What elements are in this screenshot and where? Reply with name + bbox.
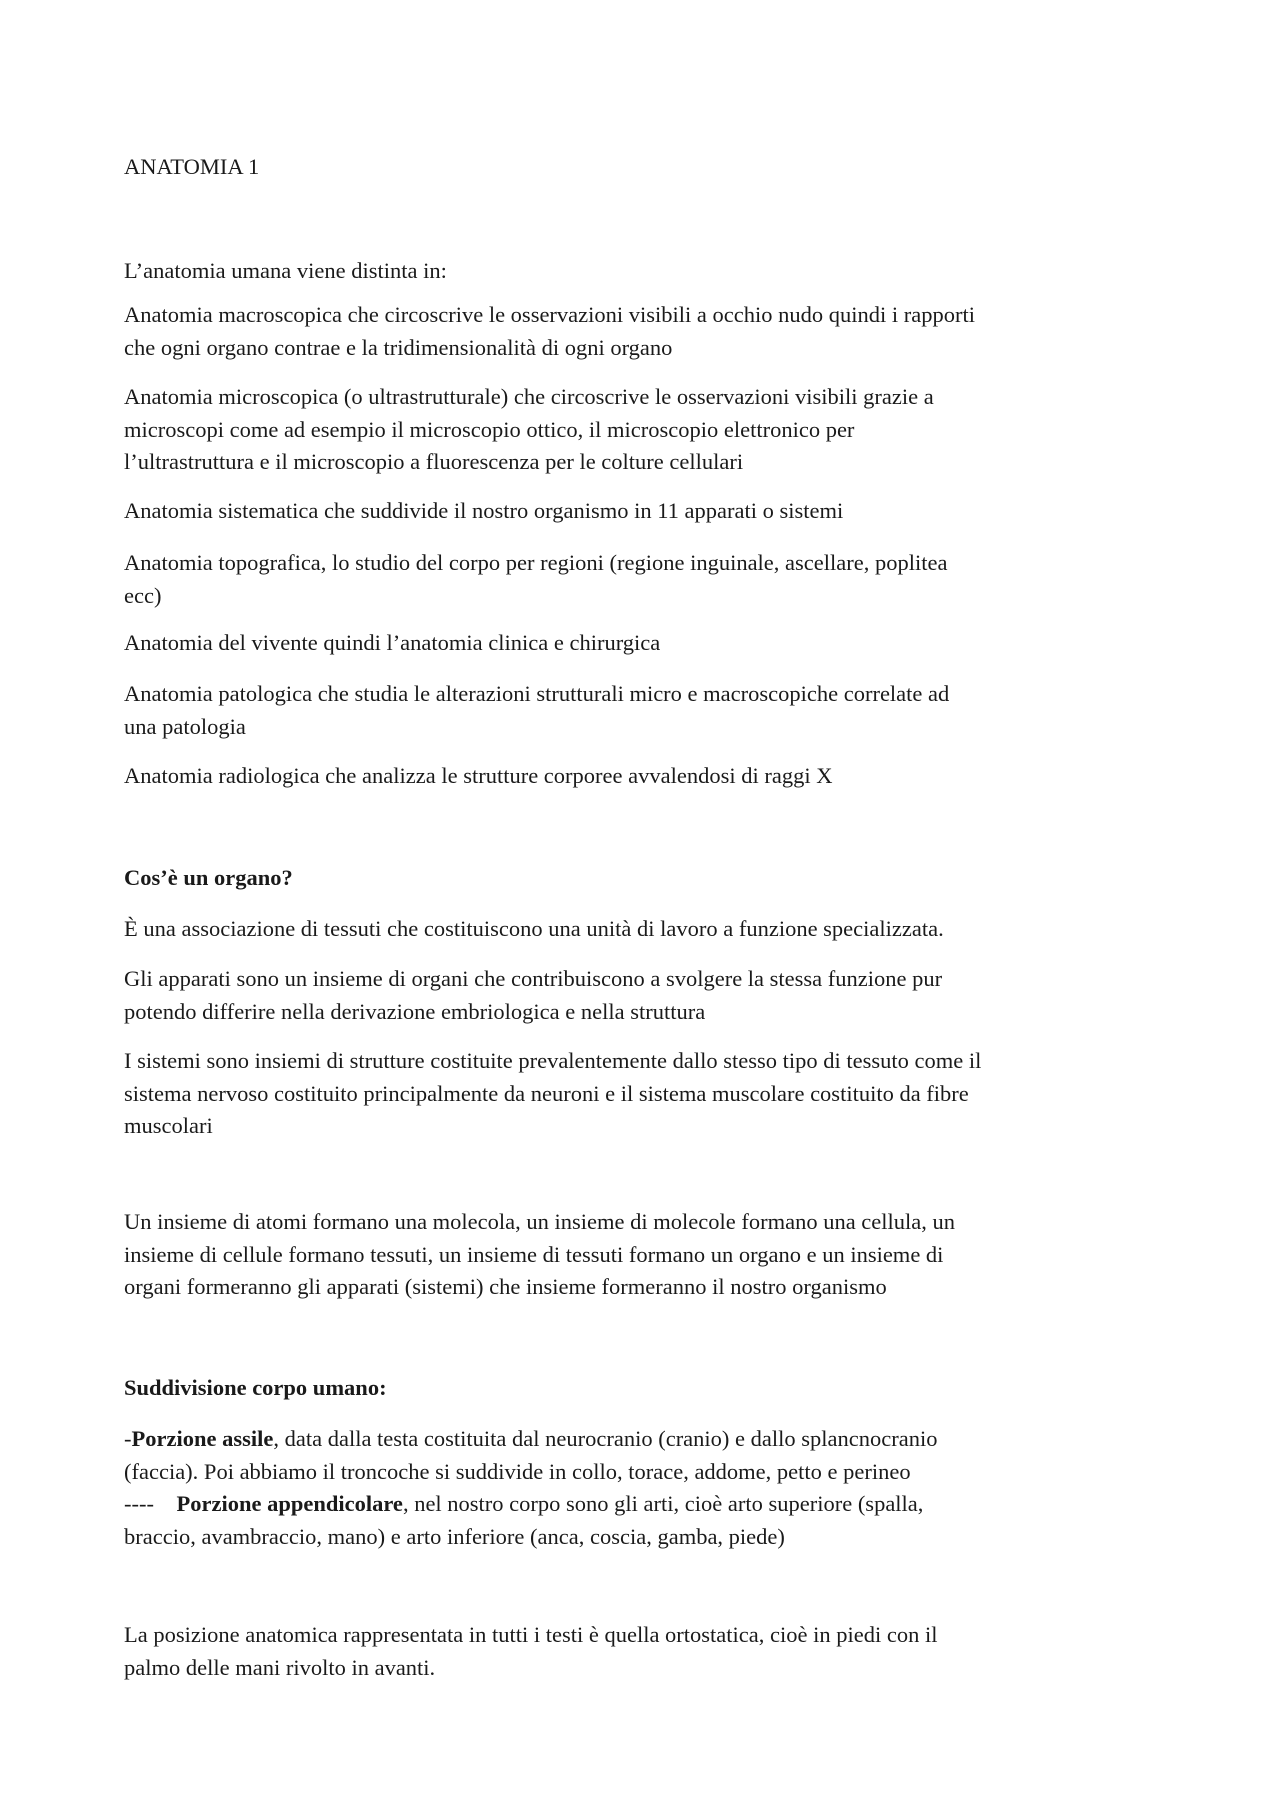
document-title: ANATOMIA 1 [124,154,260,179]
apparatus-definition: Gli apparati sono un insieme di organi che contribuiscono a svolgere la stessa funzione pur potendo differire nella derivazione embriologica e nella struttura [124,966,943,1024]
anatomy-type-topographic: Anatomia topografica, lo studio del corpo per regioni (regione inguinale, ascellare, poplitea ecc) [124,550,948,608]
appendicular-prefix: ---- [124,1491,177,1516]
division-heading: Suddivisione corpo umano: [124,1375,387,1400]
anatomy-type-living: Anatomia del vivente quindi l’anatomia clinica e chirurgica [124,630,661,655]
anatomy-type-macroscopic: Anatomia macroscopica che circoscrive le osservazioni visibili a occhio nudo quindi i rapporti che ogni organo contrae e la tridimensionalità di ogni organo [124,302,975,360]
anatomy-type-radiologic: Anatomia radiologica che analizza le strutture corporee avvalendosi di raggi X [124,763,833,788]
appendicular-portion-paragraph [124,1488,1184,1553]
axial-prefix: - [124,1426,132,1451]
hierarchy-paragraph: Un insieme di atomi formano una molecola, un insieme di molecole formano una cellula, un insieme di cellule formano tessuti, un insieme di tessuti formano un organo e un insieme di organi formeranno gli apparati (sistemi) che insieme formeranno il nostro organismo [124,1209,956,1299]
anatomy-type-microscopic: Anatomia microscopica (o ultrastrutturale) che circoscrive le osservazioni visibili grazie a microscopi come ad esempio il microscopio ottico, il microscopio elettronico per l’ultrastruttura e il microscopio a fluorescenza per le colture cellulari [124,384,934,474]
intro-text: L’anatomia umana viene distinta in: [124,258,447,283]
anatomy-type-pathologic: Anatomia patologica che studia le alterazioni strutturali micro e macroscopiche correlate ad una patologia [124,681,950,739]
organ-heading: Cos’è un organo? [124,865,293,890]
axial-text: , data dalla testa costituita dal neurocranio (cranio) e dallo splancnocranio (faccia). Poi abbiamo il troncoche si suddivide in collo, torace, addome, petto e perineo [124,1426,938,1484]
organ-definition: È una associazione di tessuti che costituiscono una unità di lavoro a funzione specializzata. [124,916,944,941]
anatomy-type-systematic: Anatomia sistematica che suddivide il nostro organismo in 11 apparati o sistemi [124,498,844,523]
systems-definition: I sistemi sono insiemi di strutture costituite prevalentemente dallo stesso tipo di tessuto come il sistema nervoso costituito principalmente da neuroni e il sistema muscolare costituito da fibre muscolari [124,1048,982,1138]
appendicular-text: , nel nostro corpo sono gli arti, cioè arto superiore (spalla, braccio, avambraccio, mano) e arto inferiore (anca, coscia, gamba, piede) [124,1491,924,1549]
appendicular-term: Porzione appendicolare [176,1491,403,1516]
axial-term: Porzione assile [131,1426,274,1451]
axial-portion-paragraph [124,1423,1184,1488]
anatomical-position-paragraph: La posizione anatomica rappresentata in tutti i testi è quella ortostatica, cioè in piedi con il palmo delle mani rivolto in avanti. [124,1622,938,1680]
